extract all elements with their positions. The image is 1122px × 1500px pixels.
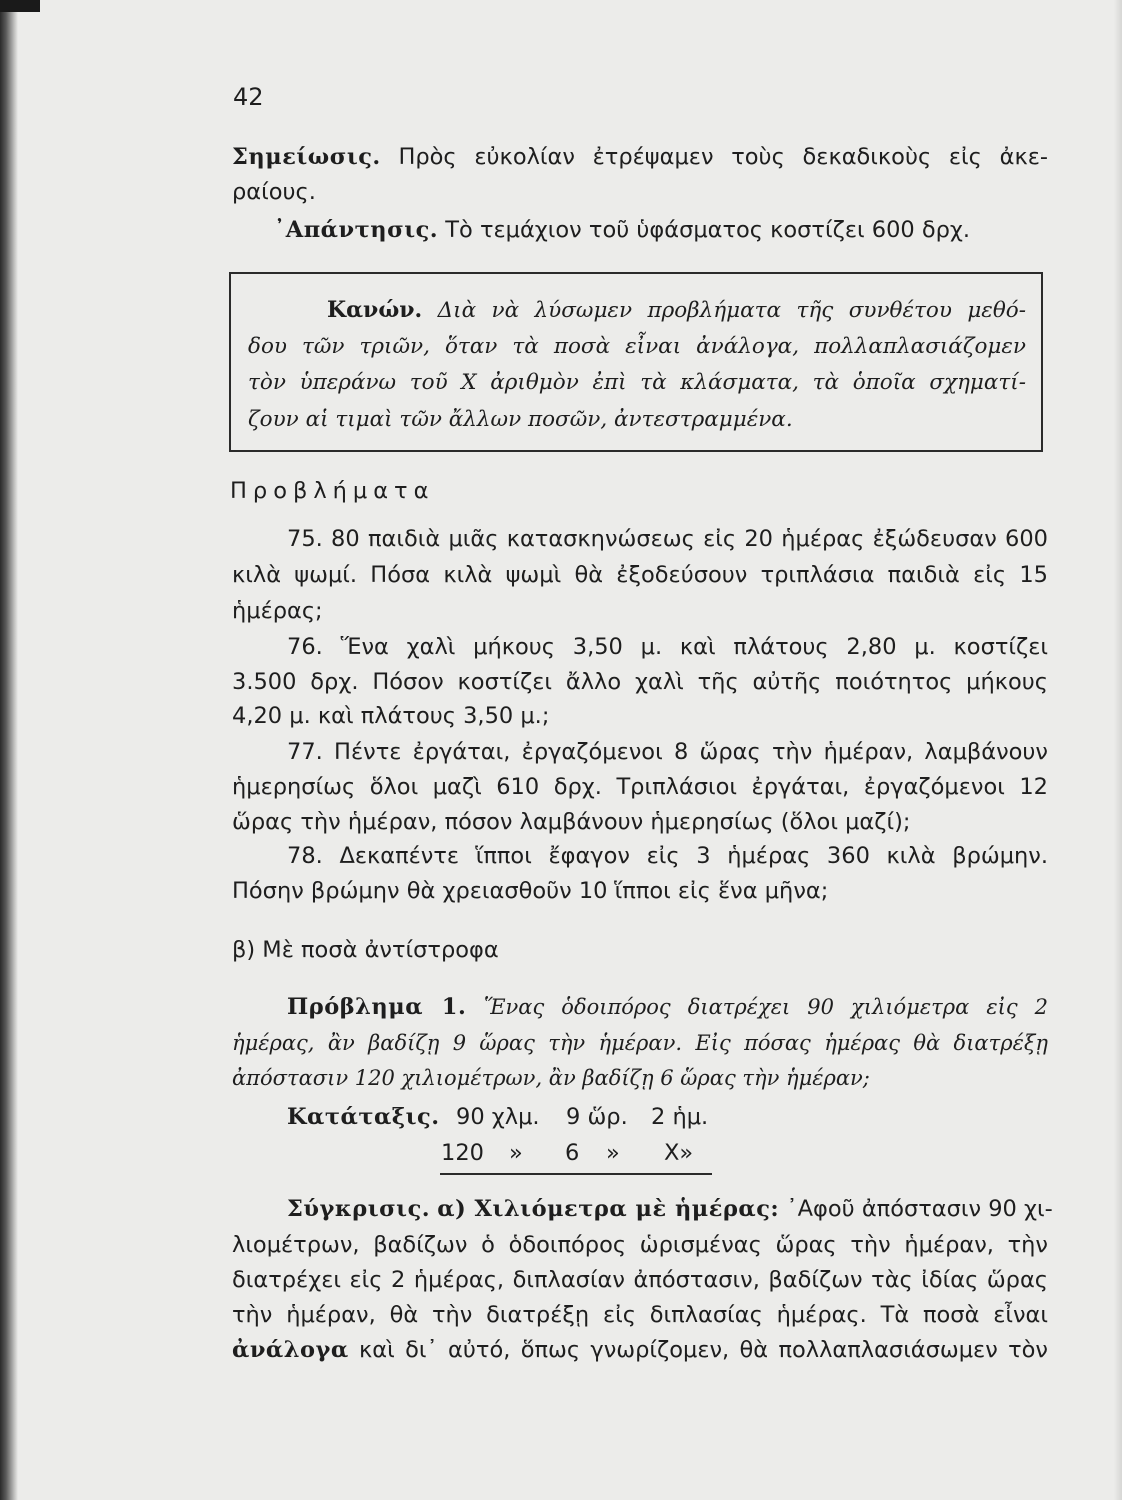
scan-shadow-right [1114, 0, 1122, 1500]
setup-underline [440, 1173, 712, 1175]
answer-line [274, 212, 1048, 248]
example-line-2: ἡμέρας, ἂν βαδίζῃ 9 ὥρας τὴν ἡμέραν. Εἰς πόσας ἡμέρας θὰ διατρέξῃ [232, 1031, 1048, 1055]
rule-line-2: δου τῶν τριῶν, ὅταν τὰ ποσὰ εἶναι ἀνάλογα, πολλαπλασιάζομεν [248, 334, 1026, 359]
comparison-text-1: ᾿Αφοῦ ἀπόστασιν 90 χι- [786, 1196, 1053, 1222]
setup-r1-c3: 2 ἡμ. [651, 1104, 709, 1130]
setup-label-text: Κατάταξις. [287, 1104, 440, 1130]
example-text-1: Ἕνας ὁδοιπόρος διατρέχει 90 χιλιόμετρα εἰς 2 [483, 995, 1048, 1019]
comparison-bold-word: ἀνάλογα [232, 1337, 349, 1363]
note-line-2: ραίους. [232, 179, 316, 205]
comparison-line-5 [232, 1332, 1048, 1368]
page-number: 42 [233, 83, 264, 111]
comparison-line-2: λιομέτρων, βαδίζων ὁ ὁδοιπόρος ὡρισμένας ὥρας τὴν ἡμέραν, τὴν [232, 1232, 1048, 1258]
example-line-3: ἀπόστασιν 120 χιλιομέτρων, ἂν βαδίζῃ 6 ὥρας τὴν ἡμέραν; [232, 1066, 870, 1090]
problem-75-line-1: 75. 80 παιδιὰ μιᾶς κατασκηνώσεως εἰς 20 ἡμέρας ἐξώδευσαν 600 [287, 526, 1048, 552]
problem-77-line-2: ἡμερησίως ὅλοι μαζὶ 610 δρχ. Τριπλάσιοι ἐργάται, ἐργαζόμενοι 12 [232, 774, 1048, 800]
setup-label [287, 1104, 440, 1130]
comparison-line-3: διατρέχει εἰς 2 ἡμέρας, διπλασίαν ἀπόστασιν, βαδίζων τὰς ἰδίας ὥρας [232, 1267, 1048, 1293]
rule-label: Κανών. [327, 297, 423, 323]
problem-76-line-2: 3.500 δρχ. Πόσον κοστίζει ἄλλο χαλὶ τῆς αὐτῆς ποιότητος μήκους [232, 669, 1048, 695]
rule-line-4: ζουν αἱ τιμαὶ τῶν ἄλλων ποσῶν, ἀντεστραμμένα. [248, 407, 793, 432]
note-line-1 [232, 139, 1048, 175]
answer-label: ᾿Απάντησις. [274, 217, 439, 243]
problem-77-line-1: 77. Πέντε ἐργάται, ἐργαζόμενοι 8 ὥρας τὴν ἡμέραν, λαμβάνουν [287, 739, 1048, 765]
comparison-label: Σύγκρισις. [287, 1196, 431, 1222]
setup-r2-c2: » [509, 1140, 523, 1166]
setup-r2-c5: Χ» [664, 1140, 694, 1166]
scan-shadow-corner [0, 0, 40, 12]
problem-78-line-2: Πόσην βρώμην θὰ χρειασθοῦν 10 ἵπποι εἰς ἕνα μῆνα; [232, 878, 829, 904]
comparison-sublabel: α) Χιλιόμετρα μὲ ἡμέρας: [437, 1196, 780, 1222]
problem-76-line-1: 76. Ἕνα χαλὶ μήκους 3,50 μ. καὶ πλάτους 2,80 μ. κοστίζει [287, 634, 1048, 660]
answer-text: Τὸ τεμάχιον τοῦ ὑφάσματος κοστίζει 600 δρχ. [445, 217, 971, 243]
subsection-heading: β) Μὲ ποσὰ ἀντίστροφα [232, 937, 499, 963]
rule-line-1 [327, 294, 1026, 327]
rule-text-1: Διὰ νὰ λύσωμεν προβλήματα τῆς συνθέτου μεθό- [437, 298, 1026, 323]
note-text-1: Πρὸς εὐκολίαν ἐτρέψαμεν τοὺς δεκαδικοὺς εἰς ἀκε- [398, 144, 1048, 170]
setup-r2-c4: » [606, 1140, 620, 1166]
setup-r2-c3: 6 [565, 1140, 580, 1166]
example-label: Πρόβλημα 1. [287, 994, 467, 1020]
scan-shadow-left [0, 0, 18, 1500]
comparison-last-text: καὶ δι᾿ αὐτό, ὅπως γνωρίζομεν, θὰ πολλαπλασιάσωμεν τὸν [359, 1337, 1048, 1363]
note-label: Σημείωσις. [232, 144, 381, 170]
setup-r1-c2: 9 ὥρ. [566, 1104, 628, 1130]
rule-line-3: τὸν ὑπεράνω τοῦ Χ ἀριθμὸν ἐπὶ τὰ κλάσματα, τὰ ὁποῖα σχηματί- [248, 370, 1026, 395]
comparison-line-4: τὴν ἡμέραν, θὰ τὴν διατρέξῃ εἰς διπλασίας ἡμέρας. Τὰ ποσὰ εἶναι [232, 1302, 1048, 1328]
setup-r1-c1: 90 χλμ. [456, 1104, 540, 1130]
problem-76-line-3: 4,20 μ. καὶ πλάτους 3,50 μ.; [232, 703, 550, 729]
comparison-line-1 [287, 1191, 1053, 1227]
problem-78-line-1: 78. Δεκαπέντε ἵπποι ἔφαγον εἰς 3 ἡμέρας 360 κιλὰ βρώμην. [287, 843, 1048, 869]
problem-77-line-3: ὥρας τὴν ἡμέραν, πόσον λαμβάνουν ἡμερησίως (ὅλοι μαζί); [232, 809, 911, 835]
problems-heading: Προβλήματα [230, 478, 435, 504]
setup-r2-c1: 120 [441, 1140, 484, 1166]
problem-75-line-3: ἡμέρας; [232, 598, 323, 624]
problem-75-line-2: κιλὰ ψωμί. Πόσα κιλὰ ψωμὶ θὰ ἐξοδεύσουν τριπλάσια παιδιὰ εἰς 15 [232, 562, 1048, 588]
example-line-1 [287, 989, 1048, 1025]
